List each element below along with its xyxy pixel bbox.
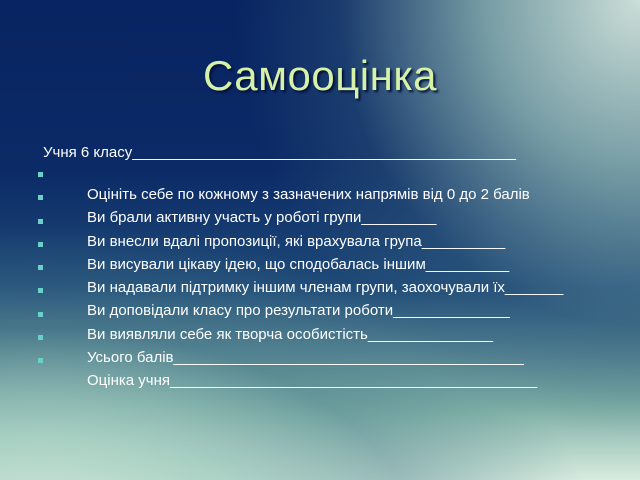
list-item-text: Оцініть себе по кожному з зазначених напрямів від 0 до 2 балів [87,186,530,203]
list-item-text: Усього балів__________________________________________ [87,349,524,367]
list-item-text: Оцінка учня____________________________________________ [87,372,538,390]
list-item [38,325,563,367]
student-class-line: Учня 6 класу______________________________________________ [43,144,516,161]
list-item-text: Ви висували цікаву ідею, що сподобалась іншим__________ [87,255,510,273]
square-bullet-icon [38,242,43,247]
square-bullet-icon [38,195,43,200]
square-bullet-icon [38,172,43,177]
list-item [38,305,563,343]
list-item [38,255,564,297]
list-item-text: Ви доповідали класу про результати роботи______________ [87,302,510,320]
list-item [38,188,563,227]
list-item [38,232,563,273]
square-bullet-icon [38,219,43,224]
list-item [38,212,563,250]
list-item-text: Ви надавали підтримку іншим членам групи, заохочували їх_______ [87,279,564,297]
square-bullet-icon [38,265,43,270]
list-item [38,165,563,203]
square-bullet-icon [38,288,43,293]
list-item-text: Ви виявляли себе як творча особистість_______________ [87,325,493,343]
slide-title: Самооцінка [203,52,437,99]
square-bullet-icon [38,358,43,363]
list-item [38,281,563,320]
square-bullet-icon [38,335,43,340]
list-item-text: Ви внесли вдалі пропозиції, які врахувала група__________ [87,232,506,250]
square-bullet-icon [38,312,43,317]
list-item-text: Ви брали активну участь у роботі групи_________ [87,209,437,227]
list-item [38,351,563,390]
criteria-list [38,165,564,390]
